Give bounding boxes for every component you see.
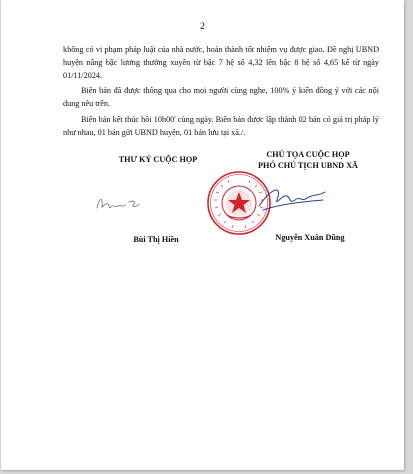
secretary-signature-icon <box>93 192 163 214</box>
chair-title-line-1: CHỦ TỌA CUỘC HỌP <box>266 150 350 159</box>
page-number: 2 <box>200 22 205 32</box>
document-page <box>1 0 404 470</box>
chair-title <box>249 149 367 171</box>
document-body <box>63 44 379 140</box>
secretary-title: THƯ KÝ CUỘC HỌP <box>118 155 198 164</box>
paragraph-closing: Biên bản kết thúc hồi 10h00' cùng ngày. Biên bản được lập thành 02 bản có giá trị pháp lý như nhau, 01 bản gửi UBND huyện, 01 bản lưu tại xã./. <box>63 114 379 137</box>
chair-name: Nguyễn Xuân Dũng <box>275 233 345 242</box>
chair-signature-icon <box>253 180 333 220</box>
secretary-name: Bùi Thị Hiền <box>133 235 179 244</box>
chair-title-line-2: PHÓ CHỦ TỊCH UBND XÃ <box>258 161 358 170</box>
paragraph-continuation: không có vi phạm pháp luật của nhà nước, hoàn thành tốt nhiệm vụ được giao. Đề nghị UBND huyện nâng bậc lương thường xuyên từ bậc 7 hệ số 4,32 lên bậc 8 hệ số 4,65 kể từ ngày 01/11/2024. <box>63 45 379 80</box>
paragraph-approval: Biên bản đã được thông qua cho mọi người cùng nghe, 100% ý kiến đồng ý với các nội dung nêu trên. <box>63 86 379 109</box>
